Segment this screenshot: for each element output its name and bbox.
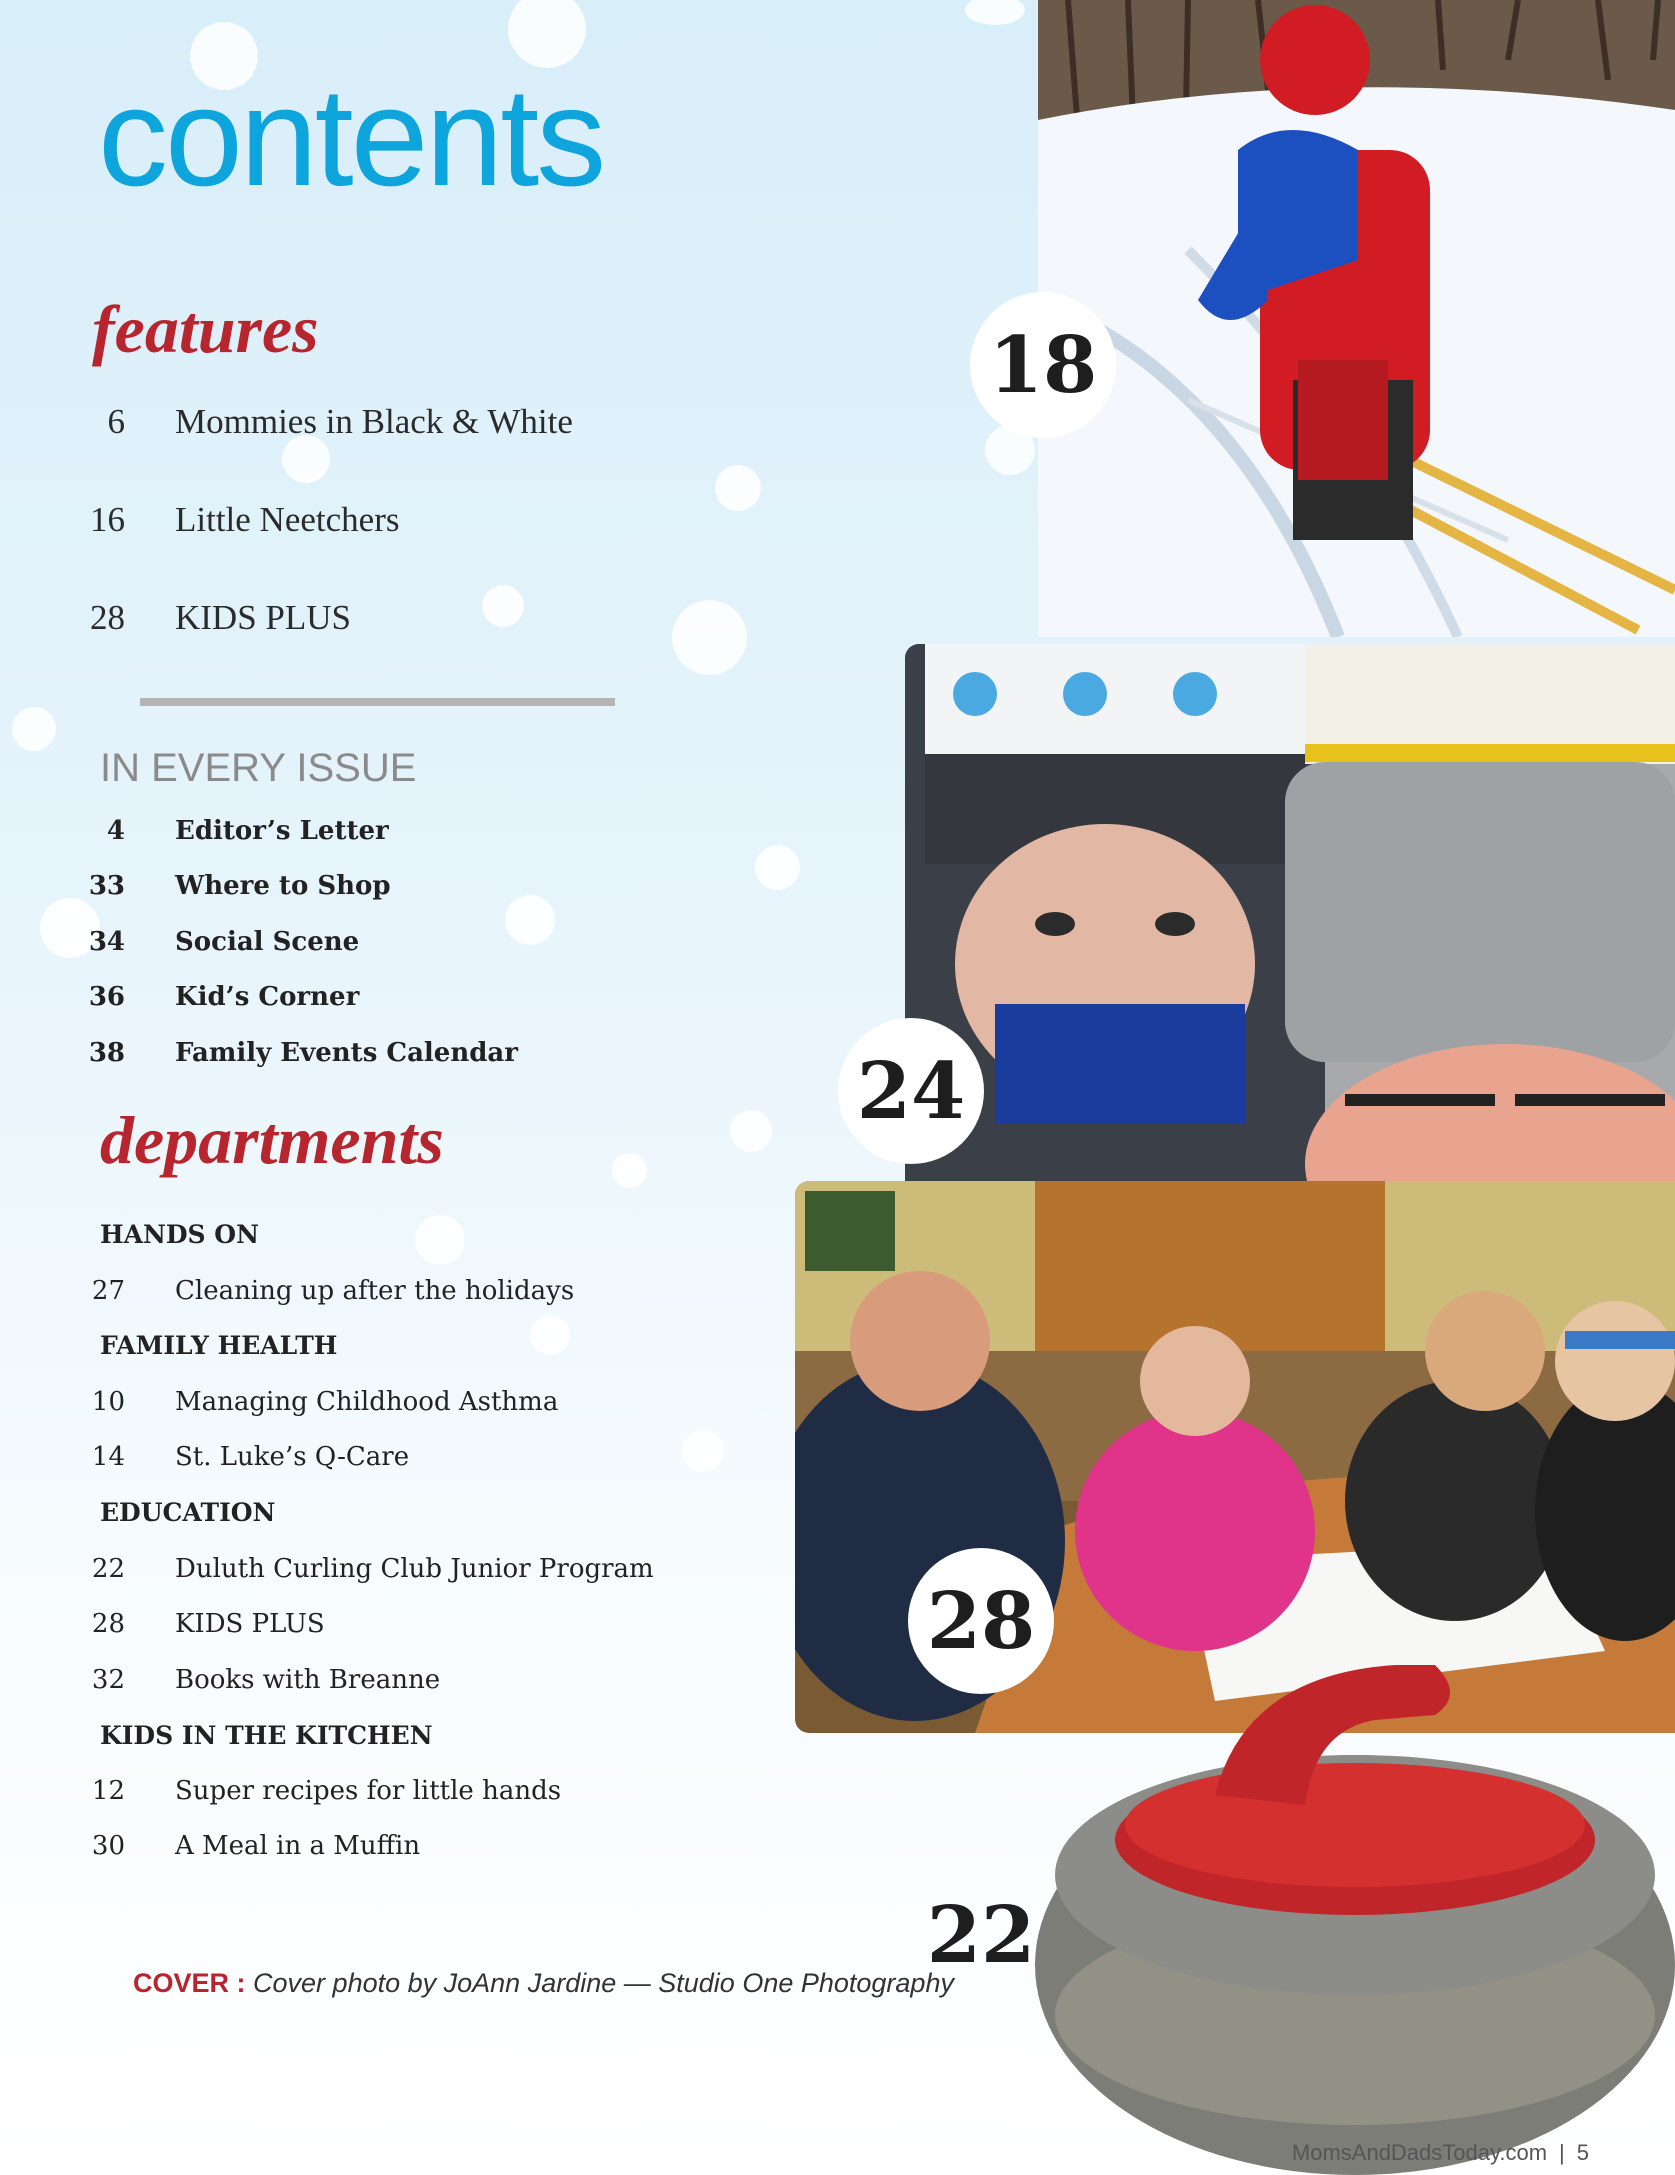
- photo-curling-stone: [1015, 1635, 1675, 2175]
- feature-label: KIDS PLUS: [175, 598, 352, 637]
- department-page: 12: [91, 1776, 125, 1806]
- feature-item[interactable]: [0, 392, 573, 452]
- department-item[interactable]: [0, 1604, 325, 1644]
- departments-heading: departments: [100, 1102, 444, 1178]
- footer-page-number: 5: [1576, 2140, 1589, 2165]
- photo-page-badge: 22: [926, 1889, 1036, 1981]
- issue-item[interactable]: [0, 977, 359, 1017]
- features-heading: features: [92, 291, 319, 367]
- snow-bubble: [12, 707, 56, 751]
- issue-label: Social Scene: [175, 927, 360, 957]
- department-category: FAMILY HEALTH: [100, 1331, 338, 1360]
- snow-bubble: [755, 845, 800, 890]
- department-category: KIDS IN THE KITCHEN: [100, 1721, 433, 1750]
- snow-bubble: [530, 1315, 570, 1355]
- department-item[interactable]: [0, 1437, 409, 1477]
- issue-item[interactable]: [0, 811, 389, 851]
- department-page: 28: [91, 1609, 125, 1639]
- issue-page: 4: [106, 816, 125, 846]
- cover-text: Cover photo by JoAnn Jardine — Studio One Photography: [253, 1968, 954, 1998]
- page-title: contents: [98, 58, 604, 215]
- department-label: KIDS PLUS: [175, 1609, 325, 1639]
- feature-item[interactable]: [0, 490, 399, 550]
- photo-page-badge: 18: [970, 292, 1116, 438]
- every-issue-heading: IN EVERY ISSUE: [100, 746, 417, 790]
- feature-page: 28: [90, 598, 125, 637]
- snow-bubble: [715, 465, 761, 511]
- issue-label: Editor’s Letter: [175, 816, 389, 846]
- department-label: Super recipes for little hands: [175, 1776, 562, 1806]
- department-page: 14: [91, 1442, 125, 1472]
- department-label: Books with Breanne: [175, 1665, 441, 1695]
- feature-label: Little Neetchers: [175, 500, 400, 539]
- issue-item[interactable]: [0, 1033, 518, 1073]
- snow-bubble: [415, 1215, 465, 1265]
- department-item[interactable]: [0, 1771, 561, 1811]
- department-item[interactable]: [0, 1826, 420, 1866]
- department-label: Managing Childhood Asthma: [175, 1387, 559, 1417]
- issue-label: Family Events Calendar: [175, 1038, 518, 1068]
- issue-label: Where to Shop: [175, 871, 391, 901]
- department-label: Cleaning up after the holidays: [175, 1276, 575, 1306]
- feature-page: 16: [90, 500, 125, 539]
- department-page: 27: [91, 1276, 125, 1306]
- feature-item[interactable]: [0, 588, 351, 648]
- department-item[interactable]: [0, 1660, 440, 1700]
- department-category: EDUCATION: [100, 1498, 276, 1527]
- cover-label: COVER :: [133, 1968, 246, 1998]
- snow-bubble: [482, 585, 524, 627]
- department-label: Duluth Curling Club Junior Program: [175, 1554, 654, 1584]
- issue-page: 33: [88, 871, 125, 901]
- issue-page: 38: [88, 1038, 125, 1068]
- issue-page: 36: [88, 982, 125, 1012]
- department-item[interactable]: [0, 1271, 574, 1311]
- snow-bubble: [612, 1153, 647, 1188]
- snow-bubble: [682, 1430, 724, 1472]
- footer-separator: |: [1559, 2140, 1565, 2165]
- page-footer: [1292, 2140, 1589, 2166]
- department-label: St. Luke’s Q-Care: [175, 1442, 410, 1472]
- photo-page-badge: 28: [908, 1548, 1054, 1694]
- department-category: HANDS ON: [100, 1220, 259, 1249]
- issue-item[interactable]: [0, 866, 391, 906]
- feature-label: Mommies in Black & White: [175, 402, 573, 441]
- snow-bubble: [672, 600, 747, 675]
- snow-bubble: [505, 895, 555, 945]
- photo-skiing-child: [1038, 0, 1675, 637]
- cover-credit: [133, 1968, 954, 1999]
- department-page: 22: [91, 1554, 125, 1584]
- issue-item[interactable]: [0, 922, 359, 962]
- department-label: A Meal in a Muffin: [175, 1831, 421, 1861]
- footer-site[interactable]: MomsAndDadsToday.com: [1291, 2140, 1548, 2165]
- issue-page: 34: [88, 927, 125, 957]
- photo-page-badge: 24: [838, 1018, 984, 1164]
- divider: [140, 698, 615, 706]
- department-page: 30: [91, 1831, 125, 1861]
- department-page: 10: [91, 1387, 125, 1417]
- issue-label: Kid’s Corner: [175, 982, 360, 1012]
- department-item[interactable]: [0, 1382, 558, 1422]
- photo-winter-hats: [905, 644, 1675, 1184]
- snow-bubble: [965, 0, 1025, 25]
- snow-bubble: [730, 1110, 772, 1152]
- department-item[interactable]: [0, 1549, 654, 1589]
- feature-page: 6: [107, 402, 125, 441]
- department-page: 32: [91, 1665, 125, 1695]
